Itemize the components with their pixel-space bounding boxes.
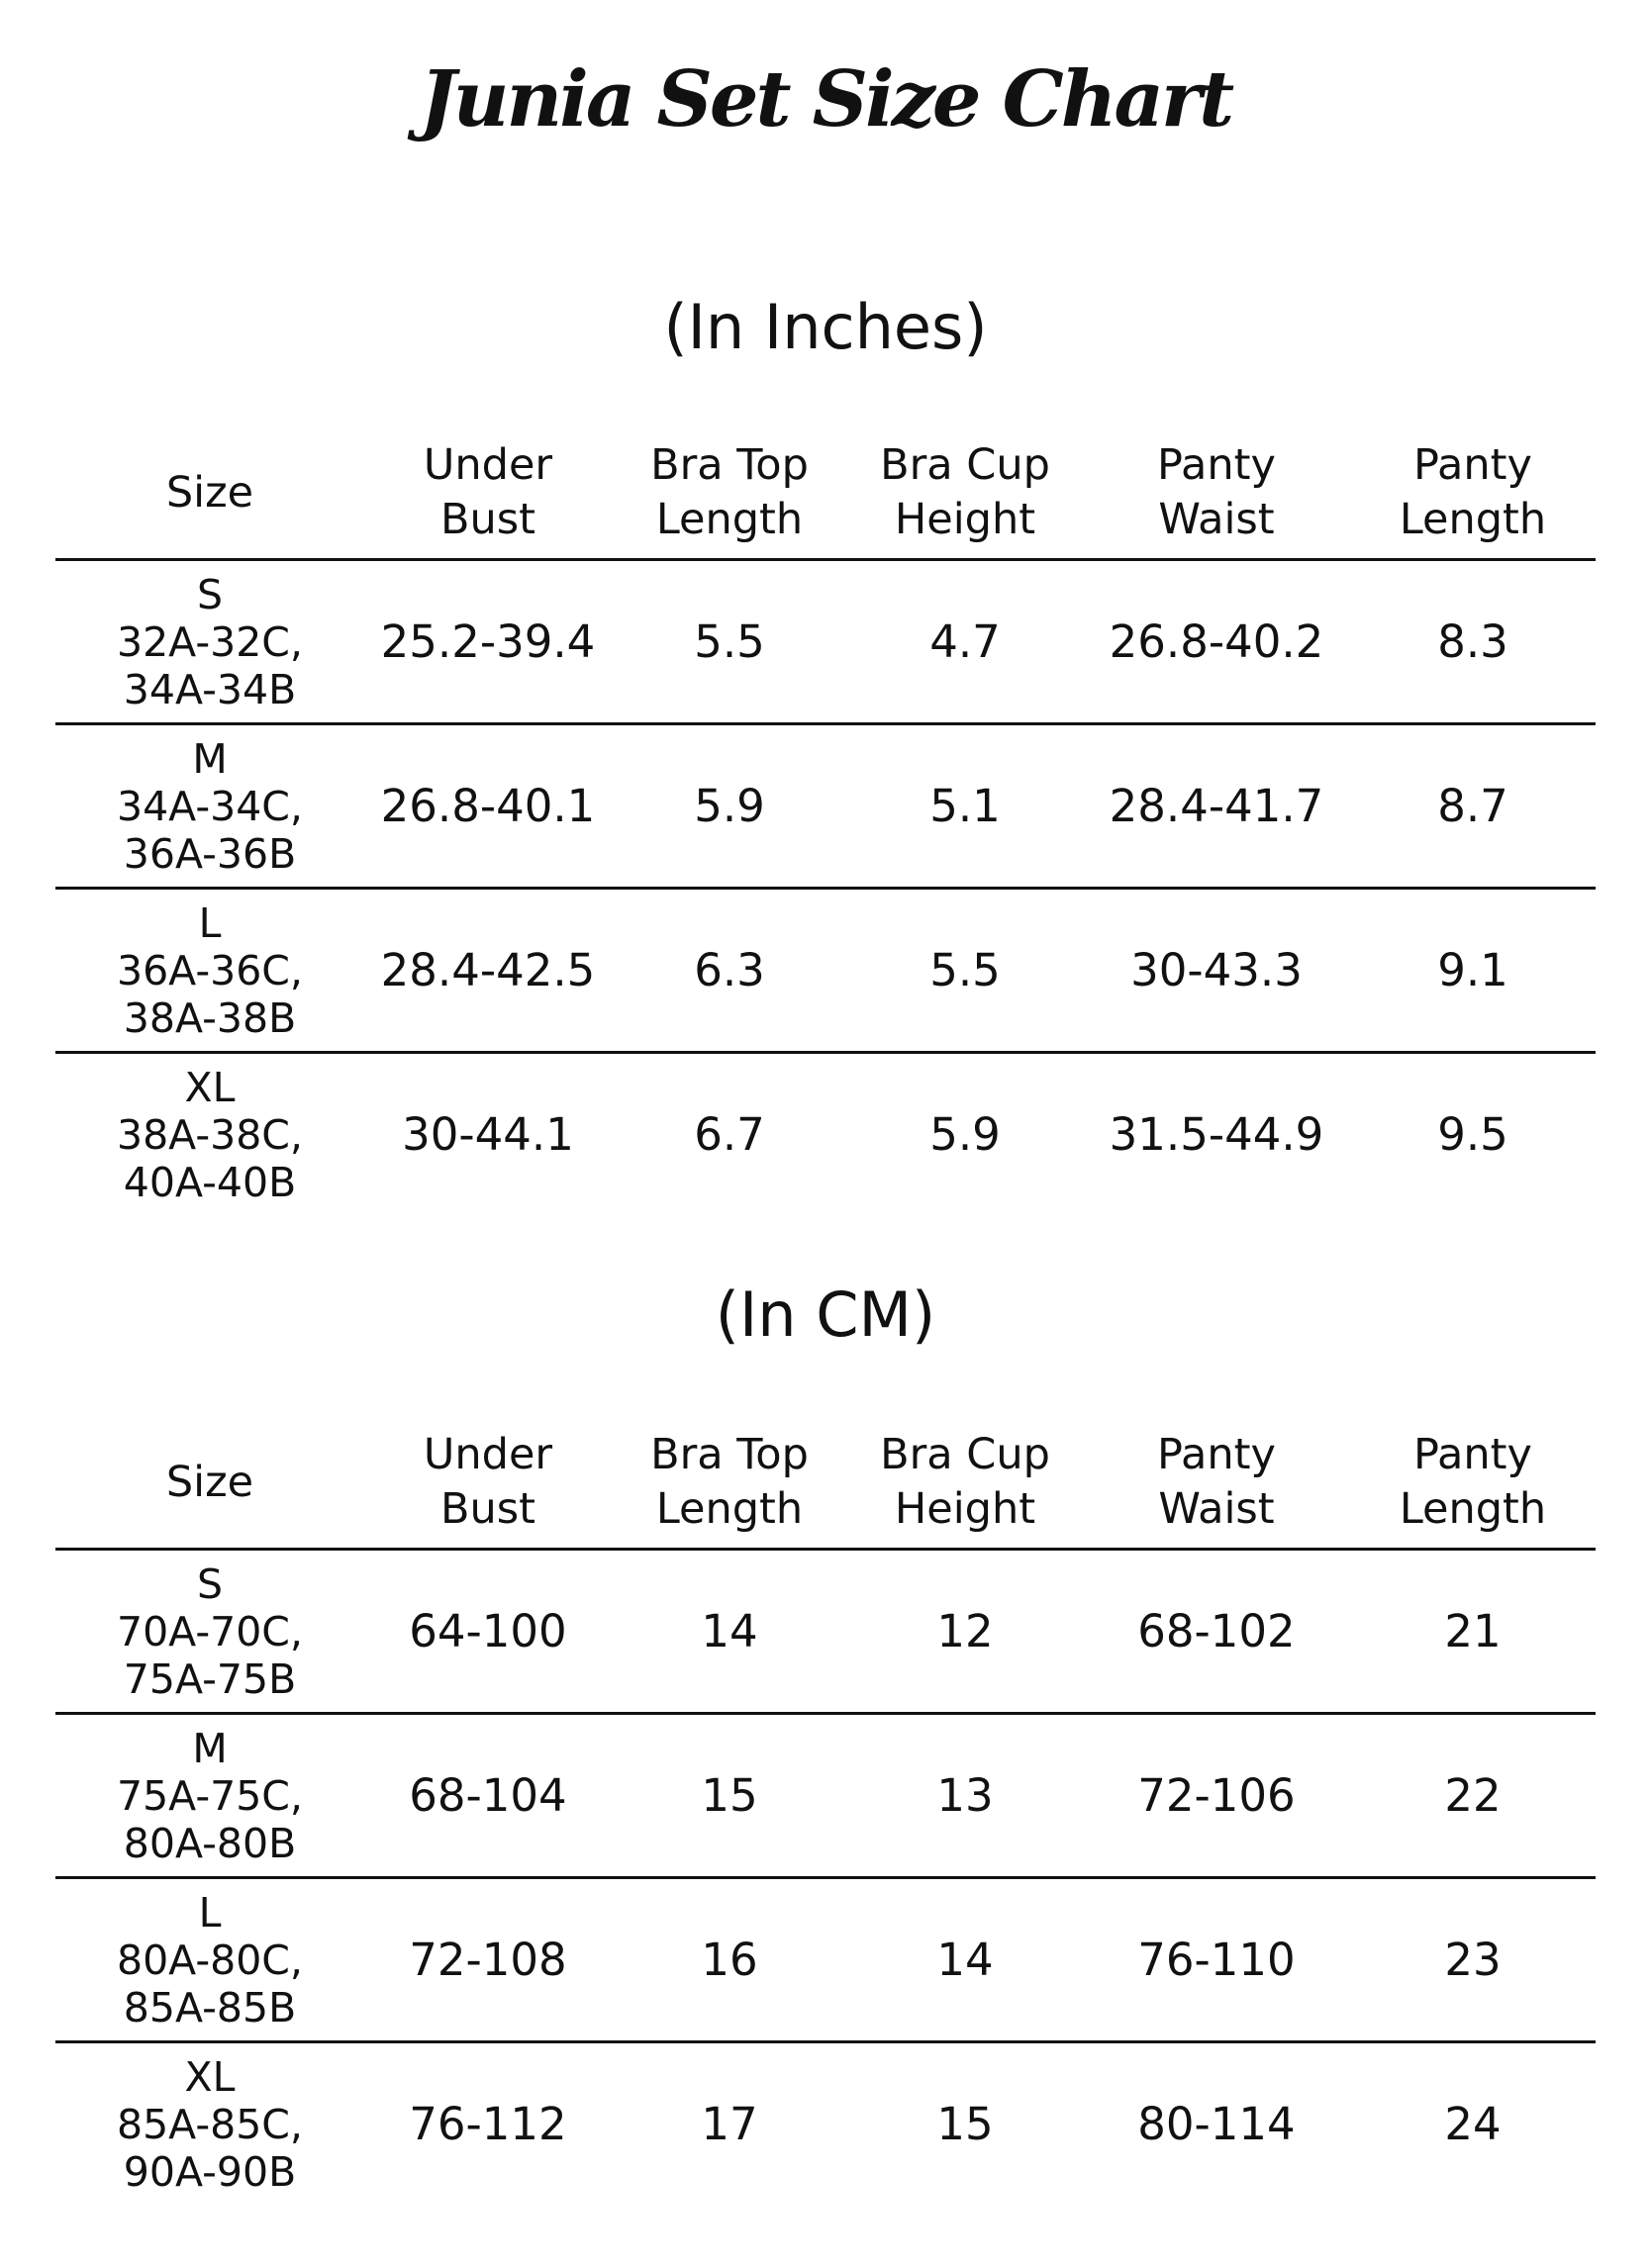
cm-header-row: [55, 1417, 1596, 1550]
under-bust-cell: 76-112: [409, 2098, 567, 2150]
cm-header-bra-cup-height: [847, 1417, 1083, 1550]
bra-size-range: 80A-80C,: [117, 1936, 303, 1984]
size-label: L: [198, 1888, 222, 1937]
table-row: [55, 889, 1596, 1053]
cm-header-under-bust: [364, 1417, 612, 1550]
header-line: Panty: [1157, 1430, 1276, 1479]
panty-length-cell: 8.7: [1350, 724, 1596, 889]
cm-section-title: (In CM): [715, 1278, 936, 1351]
panty-waist-cell: 68-102: [1083, 1550, 1350, 1714]
size-label: S: [196, 1559, 224, 1608]
size-label: XL: [184, 1063, 236, 1111]
cm-header-size: [55, 1417, 364, 1550]
bra-top-length-cell: 5.5: [612, 560, 847, 724]
under-bust-cell: 30-44.1: [402, 1108, 574, 1161]
inches-header-row: [55, 427, 1596, 560]
header-line: Size: [165, 467, 254, 518]
header-line: Bra Cup: [880, 1430, 1050, 1479]
table-row: [55, 560, 1596, 724]
header-line: Size: [165, 1457, 254, 1507]
panty-length-cell: 9.5: [1437, 1108, 1508, 1161]
bra-cup-height-cell: 4.7: [847, 560, 1083, 724]
panty-length-cell: 22: [1350, 1714, 1596, 1878]
panty-waist-cell: 26.8-40.2: [1083, 560, 1350, 724]
inches-header-panty-waist: [1083, 427, 1350, 560]
inches-header-panty-length: [1350, 427, 1596, 560]
panty-waist-cell: 76-110: [1083, 1878, 1350, 2042]
cm-header-panty-length: [1350, 1417, 1596, 1550]
bra-size-range: 75A-75B: [123, 1654, 297, 1703]
bra-size-range: 90A-90B: [123, 2147, 297, 2196]
table-row: [55, 1878, 1596, 2042]
cm-header-bra-top-length: [612, 1417, 847, 1550]
bra-cup-height-cell: 14: [847, 1878, 1083, 2042]
header-line: Bra Top: [650, 1430, 809, 1479]
size-cell: [55, 1053, 364, 1216]
inches-size-table: [55, 427, 1596, 1215]
size-label: S: [196, 570, 224, 618]
bra-top-length-cell: 14: [612, 1550, 847, 1714]
bra-size-range: 80A-80B: [123, 1819, 297, 1867]
header-line: Panty: [1413, 1430, 1532, 1479]
under-bust-cell: 28.4-42.5: [364, 889, 612, 1053]
header-line: Bust: [439, 1484, 535, 1534]
bra-size-range: 36A-36C,: [117, 946, 303, 994]
header-line: Bra Cup: [880, 440, 1050, 490]
bra-cup-height-cell: 15: [936, 2098, 994, 2150]
header-line: Length: [1399, 1484, 1547, 1534]
panty-length-cell: 21: [1350, 1550, 1596, 1714]
panty-length-cell: 9.1: [1350, 889, 1596, 1053]
size-label: L: [198, 898, 222, 947]
panty-waist-cell: 30-43.3: [1083, 889, 1350, 1053]
header-line: Height: [894, 1484, 1036, 1534]
bra-size-range: 34A-34B: [123, 665, 297, 713]
panty-length-cell: 8.3: [1350, 560, 1596, 724]
size-cell: [55, 1714, 364, 1878]
header-line: Under: [423, 1430, 553, 1479]
inches-section-title: (In Inches): [663, 291, 988, 363]
bra-cup-height-cell: 5.9: [929, 1108, 1001, 1161]
bra-size-range: 34A-34C,: [117, 782, 303, 830]
panty-waist-cell: 28.4-41.7: [1083, 724, 1350, 889]
bra-top-length-cell: 17: [701, 2098, 758, 2150]
header-line: Height: [894, 495, 1036, 544]
header-line: Waist: [1158, 495, 1275, 544]
bra-top-length-cell: 15: [612, 1714, 847, 1878]
size-cell: [55, 2042, 364, 2206]
inches-header-size: [55, 427, 364, 560]
bra-cup-height-cell: 13: [847, 1714, 1083, 1878]
inches-header-bra-cup-height: [847, 427, 1083, 560]
header-line: Length: [1399, 495, 1547, 544]
bra-size-range: 85A-85C,: [117, 2100, 303, 2148]
bra-size-range: 38A-38B: [123, 993, 297, 1042]
bra-size-range: 32A-32C,: [117, 617, 303, 666]
table-row: [55, 2042, 1596, 2206]
panty-waist-cell: 31.5-44.9: [1109, 1108, 1324, 1161]
under-bust-cell: 68-104: [364, 1714, 612, 1878]
header-line: Waist: [1158, 1484, 1275, 1534]
table-row: [55, 1550, 1596, 1714]
header-line: Bust: [439, 495, 535, 544]
header-line: Panty: [1157, 440, 1276, 490]
header-line: Length: [655, 495, 804, 544]
panty-length-cell: 24: [1444, 2098, 1502, 2150]
header-line: Under: [423, 440, 553, 490]
bra-cup-height-cell: 12: [847, 1550, 1083, 1714]
size-label: M: [192, 734, 228, 783]
cm-table-body: [55, 1550, 1596, 2206]
size-cell: [55, 724, 364, 889]
page-title: Junia Set Size Chart: [419, 54, 1232, 144]
size-cell: [55, 1878, 364, 2042]
bra-size-range: 36A-36B: [123, 829, 297, 878]
panty-length-cell: 23: [1350, 1878, 1596, 2042]
cm-header-panty-waist: [1083, 1417, 1350, 1550]
under-bust-cell: 26.8-40.1: [364, 724, 612, 889]
table-row: [55, 1053, 1596, 1216]
size-label: M: [192, 1724, 228, 1772]
bra-size-range: 85A-85B: [123, 1983, 297, 2032]
bra-size-range: 75A-75C,: [117, 1771, 303, 1820]
cm-size-table: [55, 1417, 1596, 2205]
bra-cup-height-cell: 5.1: [847, 724, 1083, 889]
inches-header-under-bust: [364, 427, 612, 560]
bra-size-range: 70A-70C,: [117, 1607, 303, 1655]
bra-cup-height-cell: 5.5: [847, 889, 1083, 1053]
bra-top-length-cell: 6.7: [694, 1108, 765, 1161]
bra-size-range: 38A-38C,: [117, 1110, 303, 1159]
bra-size-range: 40A-40B: [123, 1158, 297, 1206]
bra-top-length-cell: 6.3: [612, 889, 847, 1053]
header-line: Panty: [1413, 440, 1532, 490]
size-label: XL: [184, 2052, 236, 2101]
size-cell: [55, 560, 364, 724]
panty-waist-cell: 80-114: [1137, 2098, 1296, 2150]
table-row: [55, 724, 1596, 889]
size-cell: [55, 1550, 364, 1714]
under-bust-cell: 72-108: [364, 1878, 612, 2042]
header-line: Length: [655, 1484, 804, 1534]
under-bust-cell: 64-100: [364, 1550, 612, 1714]
header-line: Bra Top: [650, 440, 809, 490]
bra-top-length-cell: 16: [612, 1878, 847, 2042]
inches-table-body: [55, 560, 1596, 1216]
table-row: [55, 1714, 1596, 1878]
inches-header-bra-top-length: [612, 427, 847, 560]
bra-top-length-cell: 5.9: [612, 724, 847, 889]
under-bust-cell: 25.2-39.4: [364, 560, 612, 724]
panty-waist-cell: 72-106: [1083, 1714, 1350, 1878]
size-cell: [55, 889, 364, 1053]
